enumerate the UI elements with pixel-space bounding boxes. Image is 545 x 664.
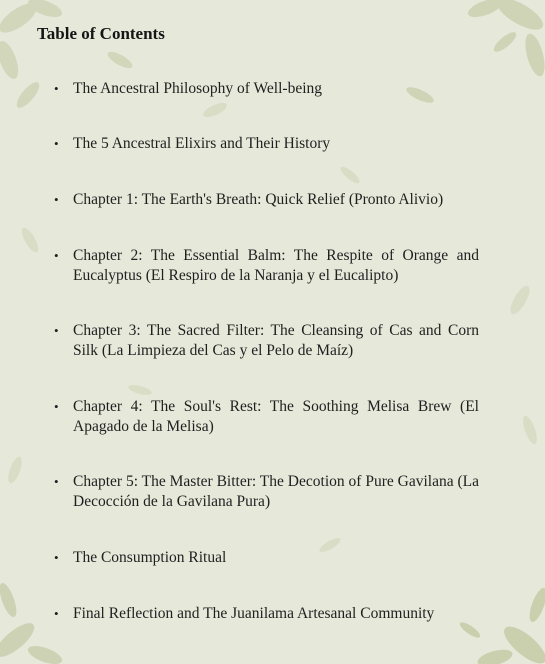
- toc-item-label: Chapter 5: The Master Bitter: The Decotion of Pure Gavilana (La Decocción de la Gavilana Pura): [73, 473, 479, 510]
- toc-item-label: Final Reflection and The Juanilama Artesanal Community: [73, 605, 435, 622]
- toc-item-chapter-5[interactable]: [54, 472, 479, 512]
- toc-item-consumption-ritual[interactable]: [54, 548, 479, 568]
- toc-item-chapter-4[interactable]: [54, 397, 479, 437]
- toc-item-label: Chapter 4: The Soul's Rest: The Soothing Melisa Brew (El Apagado de la Melisa): [73, 398, 479, 435]
- toc-item-chapter-3[interactable]: [54, 321, 479, 361]
- bullet-icon: •: [54, 323, 59, 338]
- bullet-icon: •: [54, 81, 59, 96]
- toc-item-label: Chapter 2: The Essential Balm: The Respite of Orange and Eucalyptus (El Respiro de la Naranja y el Eucalipto): [73, 247, 479, 284]
- bullet-icon: •: [54, 248, 59, 263]
- toc-item-final-reflection[interactable]: [54, 604, 479, 624]
- bullet-icon: •: [54, 399, 59, 414]
- toc-item-label: The Ancestral Philosophy of Well-being: [73, 80, 323, 97]
- toc-item-chapter-2[interactable]: [54, 246, 479, 286]
- bullet-icon: •: [54, 550, 59, 565]
- bullet-icon: •: [54, 606, 59, 621]
- bullet-icon: •: [54, 136, 59, 151]
- toc-item-label: The 5 Ancestral Elixirs and Their History: [73, 135, 331, 152]
- bullet-icon: •: [54, 192, 59, 207]
- toc-item-ancestral-elixirs[interactable]: [54, 134, 479, 154]
- toc-item-label: The Consumption Ritual: [73, 549, 227, 566]
- page-title: Table of Contents: [37, 24, 165, 43]
- toc-item-label: Chapter 1: The Earth's Breath: Quick Relief (Pronto Alivio): [73, 191, 444, 208]
- toc-item-label: Chapter 3: The Sacred Filter: The Cleansing of Cas and Corn Silk (La Limpieza del Cas y el Pelo de Maíz): [73, 322, 479, 359]
- toc-item-chapter-1[interactable]: [54, 190, 479, 210]
- toc-item-ancestral-philosophy[interactable]: [54, 79, 479, 99]
- bullet-icon: •: [54, 474, 59, 489]
